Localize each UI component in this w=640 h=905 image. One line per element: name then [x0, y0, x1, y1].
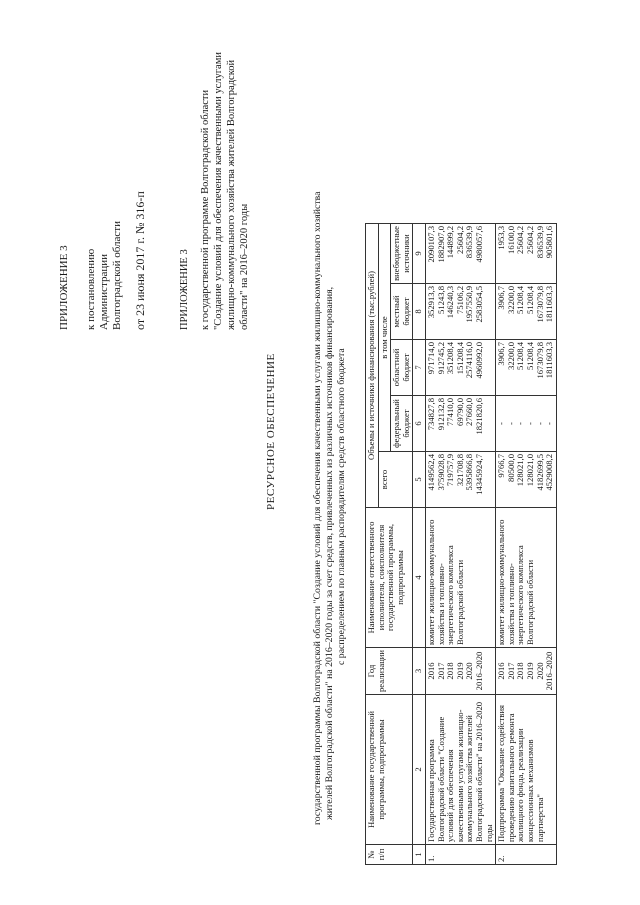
total-value: 321708,8	[454, 454, 465, 487]
regional-value: 3906,7	[496, 342, 507, 366]
local-value: 51243,8	[435, 286, 446, 314]
federal-value: -	[496, 422, 507, 425]
row-name: Подпрограмма "Оказание содействия проведению капитального ремонта жилищного фонда, реализации концессионных механизмов партнерства"	[496, 695, 557, 845]
extra-value: 905801,6	[544, 226, 555, 259]
year-value: 2017	[435, 662, 446, 680]
local-value: 1673079,8	[534, 286, 545, 323]
col-number: 8	[413, 284, 426, 340]
row-federal	[496, 396, 557, 452]
year-value: 2016–2020	[473, 651, 484, 691]
row-regional	[425, 340, 495, 396]
regional-value: 4960992,0	[473, 342, 484, 379]
row-executor: комитет жилищно-коммунального хозяйства и топливно-энергетического комплекса Волгоградской области	[496, 508, 557, 648]
appendix-program-block	[178, 52, 251, 330]
local-value: 1811603,3	[544, 286, 555, 323]
extra-value: 25604,2	[524, 226, 535, 254]
row-num: 1.	[425, 845, 495, 865]
local-value: 51208,4	[524, 286, 535, 314]
federal-value: -	[544, 422, 555, 425]
regional-value: 351208,4	[445, 342, 456, 375]
row-name: Государственная программа Волгоградской области "Создание условий для обеспечения качественными услугами жилищно-коммунального хозяйства жителей Волгоградской области" на 2016–2020 годы	[425, 695, 495, 845]
extra-value: 25604,2	[454, 226, 465, 254]
document-subtitle-line2: жителей Волгоградской области" на 2016–2020 годы за счет средств, привлеченных из различных источников финансирования,	[324, 286, 335, 820]
total-value: 80500,0	[505, 454, 516, 482]
col-number: 5	[413, 452, 426, 508]
table-header-row	[366, 224, 379, 865]
year-value: 2020	[534, 662, 545, 680]
local-value: 146240,3	[445, 286, 456, 319]
total-value: 719757,9	[445, 454, 456, 487]
total-value: 128021,0	[524, 454, 535, 487]
document-subtitle-line1: государственной программы Волгоградской области "Создание условий для обеспечения качественными услугами жилищно-коммунального хозяйства	[312, 191, 323, 825]
year-value: 2020	[464, 662, 475, 680]
local-value: 1957550,9	[464, 286, 475, 323]
extra-value: 16100,0	[505, 226, 516, 254]
year-value: 2016–2020	[544, 651, 555, 691]
row-years	[496, 648, 557, 695]
federal-value: 77410,0	[445, 398, 456, 426]
extra-value: 836539,9	[464, 226, 475, 259]
row-local	[425, 284, 495, 340]
year-value: 2019	[454, 662, 465, 680]
total-value: 3759028,8	[435, 454, 446, 491]
col-number: 4	[413, 508, 426, 648]
regional-value: 971714,0	[425, 342, 436, 375]
header-total: всего	[378, 452, 413, 508]
federal-value: -	[534, 422, 545, 425]
header-local: местный бюджет	[391, 284, 413, 340]
header-volumes: Объемы и источники финансирования (тыс.рублей)	[366, 224, 379, 508]
appendix-top-line3: Волгоградской области	[111, 221, 123, 330]
header-federal: федеральный бюджет	[391, 396, 413, 452]
appendix-top-line4: от 23 июня 2017 г. № 316-п	[133, 191, 147, 330]
regional-value: 32200,0	[505, 342, 516, 370]
row-years	[425, 648, 495, 695]
total-value: 4182699,5	[534, 454, 545, 491]
federal-value: 912132,8	[435, 398, 446, 431]
row-regional	[496, 340, 557, 396]
extra-value: 1882907,0	[435, 226, 446, 263]
header-incl: в том числе	[378, 224, 391, 452]
extra-value: 4980057,6	[473, 226, 484, 263]
header-regional: областной бюджет	[391, 340, 413, 396]
appendix-top-line2: Администрации	[98, 253, 110, 330]
appendix-top-block	[58, 191, 147, 330]
header-year: Год реализации	[366, 648, 413, 695]
regional-value: 912745,2	[435, 342, 446, 375]
regional-value: 1673079,8	[534, 342, 545, 379]
year-value: 2016	[425, 662, 436, 680]
local-value: 75106,2	[454, 286, 465, 314]
year-value: 2017	[505, 662, 516, 680]
appendix-program-title: ПРИЛОЖЕНИЕ 3	[179, 249, 190, 330]
local-value: 352913,3	[425, 286, 436, 319]
total-value: 4529008,2	[544, 454, 555, 491]
regional-value: 151208,4	[454, 342, 465, 375]
row-total	[425, 452, 495, 508]
resource-table	[365, 223, 557, 865]
year-value: 2019	[524, 662, 535, 680]
year-value: 2016	[496, 662, 507, 680]
federal-value: 734827,8	[425, 398, 436, 431]
column-number-row	[413, 224, 426, 865]
document-title: РЕСУРСНОЕ ОБЕСПЕЧЕНИЕ	[265, 353, 277, 510]
row-extra	[425, 224, 495, 284]
regional-value: 51208,4	[515, 342, 526, 370]
local-value: 2583054,5	[473, 286, 484, 323]
total-value: 128021,0	[515, 454, 526, 487]
document-subtitle-line3: с распределением по главным распорядителям средств областного бюджета	[336, 348, 347, 665]
header-executor: Наименование ответственного исполнителя, соисполнителя государственной программы, подпрограммы	[366, 508, 413, 648]
regional-value: 2574116,0	[464, 342, 475, 379]
table-row	[496, 224, 557, 865]
federal-value: -	[515, 422, 526, 425]
year-value: 2018	[515, 662, 526, 680]
regional-value: 51208,4	[524, 342, 535, 370]
federal-value: 1821820,6	[473, 398, 484, 435]
row-local	[496, 284, 557, 340]
local-value: 32200,0	[505, 286, 516, 314]
row-num: 2.	[496, 845, 557, 865]
year-value: 2018	[445, 662, 456, 680]
row-total	[496, 452, 557, 508]
col-number: 9	[413, 224, 426, 284]
appendix-top-title: ПРИЛОЖЕНИЕ 3	[58, 245, 70, 330]
col-number: 3	[413, 648, 426, 695]
col-number: 2	[413, 695, 426, 845]
federal-value: -	[505, 422, 516, 425]
col-number: 6	[413, 396, 426, 452]
col-number: 1	[413, 845, 426, 865]
total-value: 4149562,4	[425, 454, 436, 491]
header-extra: внебюджетные источники	[391, 224, 413, 284]
total-value: 5395866,8	[464, 454, 475, 491]
row-executor: комитет жилищно-коммунального хозяйства и топливно-энергетического комплекса Волгоградской области	[425, 508, 495, 648]
table-row	[425, 224, 495, 865]
appendix-program-line4: области" на 2016–2020 годы	[239, 203, 250, 330]
appendix-program-line3: жилищно-коммунального хозяйства жителей Волгоградской	[226, 59, 237, 330]
total-value: 9766,7	[496, 454, 507, 478]
row-extra	[496, 224, 557, 284]
extra-value: 2090107,3	[425, 226, 436, 263]
federal-value: -	[524, 422, 535, 425]
header-name: Наименование государственной программы, подпрограммы	[366, 695, 413, 845]
appendix-top-line1: к постановлению	[85, 248, 97, 330]
header-num: № п/п	[366, 845, 413, 865]
extra-value: 25604,2	[515, 226, 526, 254]
local-value: 51208,4	[515, 286, 526, 314]
appendix-program-line2: "Создание условий для обеспечения качественными услугами	[213, 52, 224, 330]
total-value: 14345924,7	[473, 454, 484, 495]
extra-value: 144899,2	[445, 226, 456, 259]
federal-value: 69790,0	[454, 398, 465, 426]
federal-value: 27660,0	[464, 398, 475, 426]
local-value: 3906,7	[496, 286, 507, 310]
regional-value: 1811603,3	[544, 342, 555, 379]
appendix-program-line1: к государственной программе Волгоградской области	[200, 89, 211, 330]
extra-value: 836539,9	[534, 226, 545, 259]
col-number: 7	[413, 340, 426, 396]
extra-value: 1953,3	[496, 226, 507, 250]
row-federal	[425, 396, 495, 452]
